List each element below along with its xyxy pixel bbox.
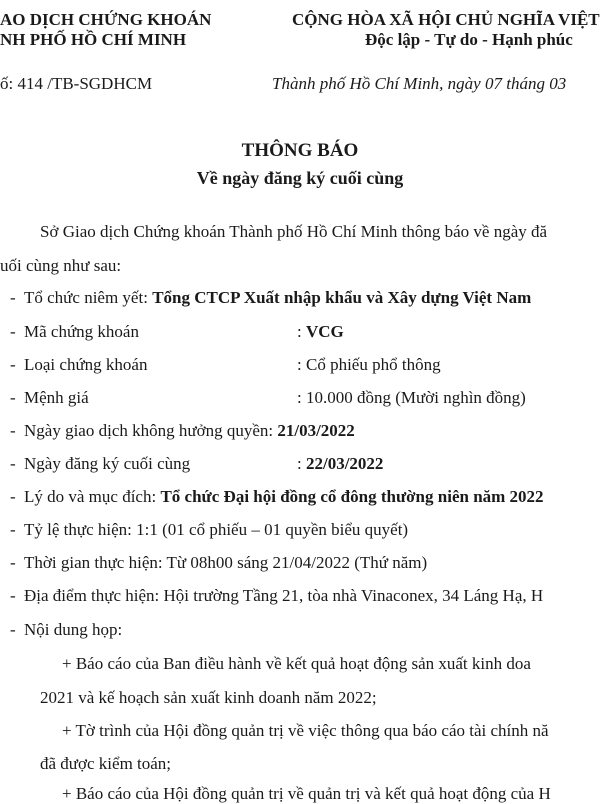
- org-name-line2: NH PHỐ HỒ CHÍ MINH: [0, 30, 187, 49]
- item-separator: :: [297, 454, 306, 473]
- bullet-dash: -: [10, 454, 16, 473]
- national-motto-line2: Độc lập - Tự do - Hạnh phúc: [365, 30, 573, 49]
- item-value: Tổ chức Đại hội đồng cổ đông thường niên năm 2022: [160, 487, 544, 506]
- agenda-item-3-line1: + Báo cáo của Hội đồng quản trị về quản trị và kết quả hoạt động của H: [62, 784, 551, 803]
- national-motto-line1: CỘNG HÒA XÃ HỘI CHỦ NGHĨA VIỆT: [292, 10, 600, 29]
- item-label: Ngày giao dịch không hưởng quyền: [24, 421, 269, 440]
- item-value: 10.000 đồng (Mười nghìn đồng): [305, 388, 526, 407]
- agenda-item-1-line1: + Báo cáo của Ban điều hành về kết quả hoạt động sản xuất kinh doa: [62, 654, 531, 673]
- item-label: Tổ chức niêm yết: [24, 288, 144, 307]
- document-title: THÔNG BÁO: [241, 140, 359, 161]
- item-label: Thời gian thực hiện: [24, 553, 158, 572]
- item-separator: :: [297, 388, 306, 407]
- bullet-dash: -: [10, 553, 16, 572]
- item-separator: :: [297, 322, 306, 341]
- item-label: Nội dung họp: [24, 620, 118, 639]
- item-label: Ngày đăng ký cuối cùng: [24, 454, 191, 473]
- org-name-line1: AO DỊCH CHỨNG KHOÁN: [0, 10, 212, 29]
- agenda-item-2-line1: + Tờ trình của Hội đồng quản trị về việc thông qua báo cáo tài chính nă: [62, 721, 549, 740]
- bullet-dash: -: [10, 620, 16, 639]
- item-label: Mã chứng khoán: [24, 322, 139, 341]
- item-separator: :: [297, 355, 306, 374]
- bullet-dash: -: [10, 421, 16, 440]
- item-separator: :: [117, 620, 123, 639]
- item-label: Tỷ lệ thực hiện: [24, 520, 128, 539]
- item-separator: :: [127, 520, 137, 539]
- item-value: 22/03/2022: [305, 454, 384, 473]
- document-date: Thành phố Hồ Chí Minh, ngày 07 tháng 03: [272, 74, 567, 93]
- item-label: Mệnh giá: [24, 388, 89, 407]
- intro-line1: Sở Giao dịch Chứng khoán Thành phố Hồ Chí Minh thông báo về ngày đă: [40, 222, 548, 241]
- bullet-dash: -: [10, 487, 16, 506]
- item-value: Cổ phiếu phổ thông: [305, 355, 441, 374]
- item-separator: :: [268, 421, 278, 440]
- item-value: Hội trường Tầng 21, tòa nhà Vinaconex, 34 Láng Hạ, H: [163, 586, 544, 605]
- item-value: VCG: [305, 322, 344, 341]
- item-value: Từ 08h00 sáng 21/04/2022 (Thứ năm): [166, 553, 428, 572]
- item-separator: :: [157, 553, 167, 572]
- item-label: Lý do và mục đích: [24, 487, 152, 506]
- bullet-dash: -: [10, 355, 16, 374]
- item-value: Tổng CTCP Xuất nhập khẩu và Xây dựng Việt Nam: [152, 288, 532, 307]
- document-subtitle: Về ngày đăng ký cuối cùng: [196, 168, 404, 188]
- bullet-dash: -: [10, 520, 16, 539]
- item-value: 1:1 (01 cổ phiếu – 01 quyền biểu quyết): [136, 520, 409, 539]
- bullet-dash: -: [10, 288, 16, 307]
- bullet-dash: -: [10, 586, 16, 605]
- agenda-item-1-line2: 2021 và kế hoạch sản xuất kinh doanh năm 2022;: [40, 688, 377, 707]
- item-separator: :: [143, 288, 153, 307]
- item-separator: :: [154, 586, 164, 605]
- item-value: 21/03/2022: [277, 421, 355, 440]
- bullet-dash: -: [10, 388, 16, 407]
- item-separator: :: [151, 487, 161, 506]
- agenda-item-2-line2: đã được kiểm toán;: [40, 754, 172, 773]
- bullet-dash: -: [10, 322, 16, 341]
- document-number: ố: 414 /TB-SGDHCM: [0, 74, 153, 93]
- item-label: Loại chứng khoán: [24, 355, 148, 374]
- item-label: Địa điểm thực hiện: [24, 586, 155, 605]
- intro-line2: uối cùng như sau:: [0, 256, 122, 275]
